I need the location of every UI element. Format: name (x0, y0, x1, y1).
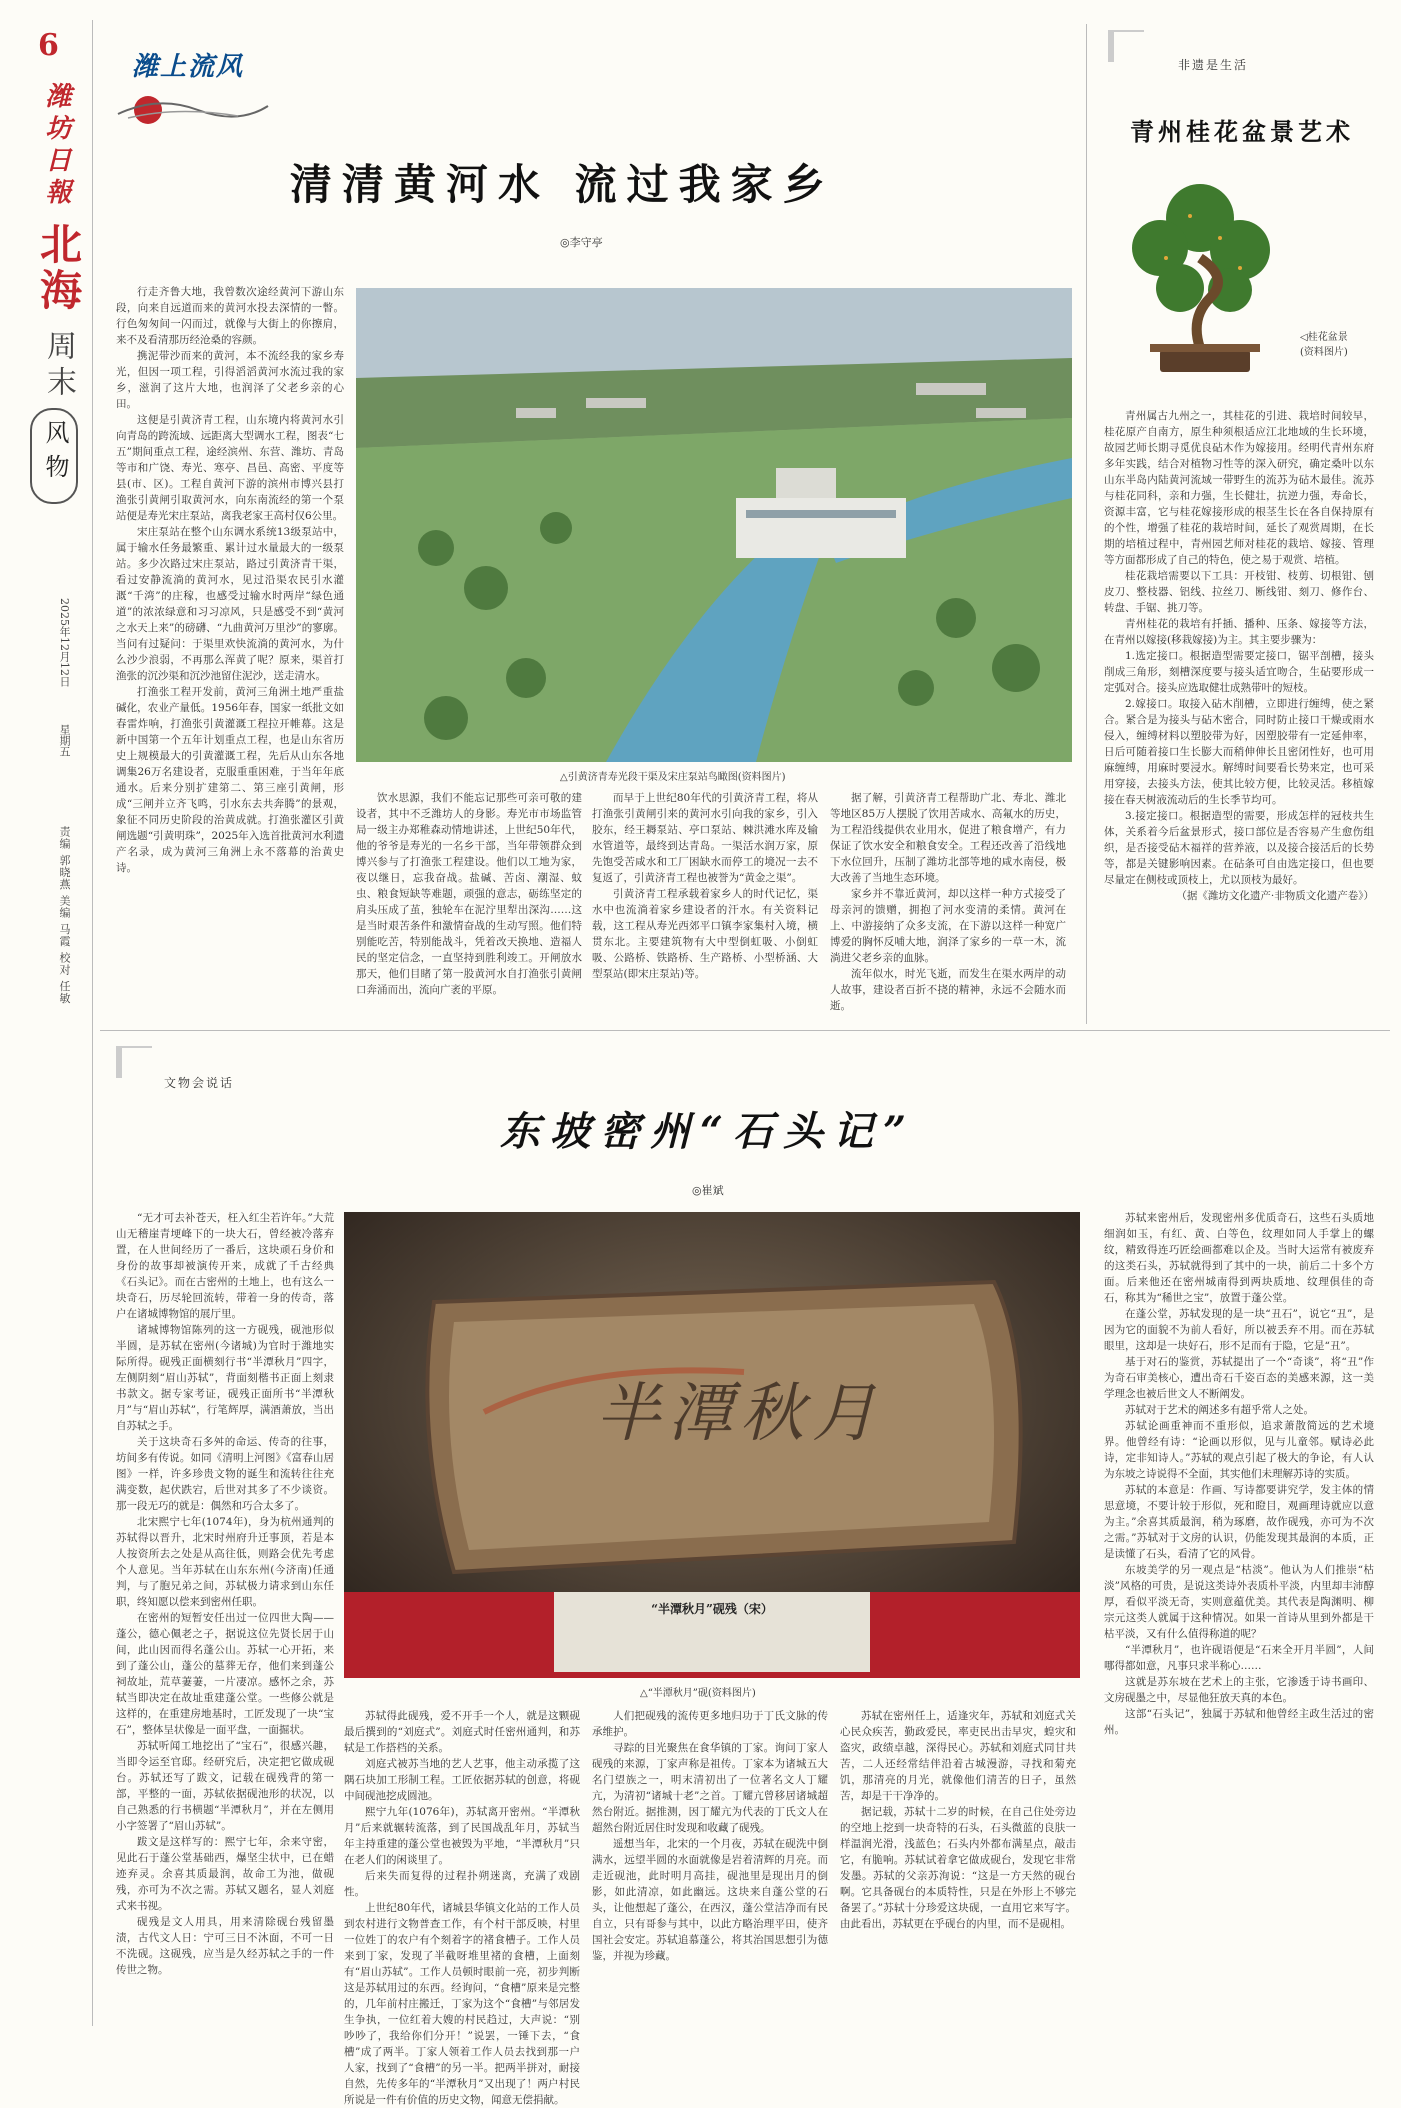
bottom-story-headline: 东坡密州“石头记” (500, 1108, 917, 1155)
paragraph: 家乡并不靠近黄河，却以这样一种方式接受了母亲河的馈赠，拥抱了河水变清的柔情。黄河在上、中游接纳了众多支流，在下游以这样一种宽广博爱的胸怀反哺大地，润泽了家乡的一草一木，流淌进父老乡亲的血脉。 (830, 888, 1066, 964)
paragraph: 打渔张工程开发前，黄河三角洲土地严重盐碱化，农业产量低。1956年春，国家一纸批文如春雷炸响，打渔张引黄灌溉工程拉开帷幕。这是新中国第一个五年计划重点工程，也是山东省历史上规模最大的引黄灌溉工程，先后从山东各地调集26万名建设者，克服重重困难，于当年年底通水。后来分别扩建第二、第三座引黄闸，形成“三闸并立齐飞鸣，引水东去共奔腾”的景观，象征不同历史阶段的治黄成就。打渔张灌区引黄闸选题“引黄明珠”，2025年入选首批黄河水利遗产名录，成为黄河三角洲上永不落幕的治黄史诗。 (116, 686, 344, 874)
paragraph: 而早于上世纪80年代的引黄济青工程，将从打渔张引黄闸引来的黄河水引向我的家乡，引入胶东，经王耨泵站、亭口泵站、棘洪滩水库及输水管道等，最终到达青岛。一渠活水润万家，原先饱受苦咸水和工厂困缺水而停工的境况一去不复返了，引黄济青工程也被誉为“黄金之渠”。 (592, 792, 818, 884)
paragraph: 熙宁九年(1076年)，苏轼离开密州。“半潭秋月”后来就辗转流落，到了民国战乱年月，苏轼当年主持重建的蓬公堂也被毁为平地，“半潭秋月”只在老人们的闲谈里了。 (344, 1806, 580, 1866)
paragraph: 2.嫁接口。取接入砧木削槽，立即进行缠缚，使之紧合。紧合是为接头与砧木密合，同时防止接口干燥或雨水侵入，缠缚材料以塑胶带为好，因塑胶带有一定延伸率，日后可随着接口生长膨大而稍伸伸长且密闭性好，也可用麻缠缚，用麻时要浸水。解缚时间要看长势来定，也可采用穿接，去接头方法，使其比较方便，比较灵活。移植嫁接在春天树液流动后的生长季节均可。 (1104, 698, 1374, 806)
bonsai-photo-caption: ◁桂花盆景(资料图片) (1300, 332, 1348, 358)
paragraph: 苏轼听闻工地挖出了“宝石”，很感兴趣，当即令运至官邸。经研究后，决定把它做成砚台。苏轼还写了跋文，记载在砚残背的第一部，平整的一面，苏轼依据砚池形的状况，以自己熟悉的行书横题“半潭秋月”，并在左侧用小字签署了“眉山苏轼”。 (116, 1740, 334, 1832)
paragraph: 基于对石的鉴赏，苏轼提出了一个“奇谈”，将“丑”作为奇石审美核心，遭出奇石千姿百态的美感来源，这一美学理念也被后世文人不断阐发。 (1104, 1356, 1374, 1400)
paragraph: 跋文是这样写的：熙宁七年，余来守密，见此石于蓬公堂基础西，爆坚尘状中，已在蜡迹弃灵。余喜其质最润，故命工为池，做砚残，亦可为不次之需。苏轼又题名，显人刘庭式来书视。 (116, 1836, 334, 1912)
paragraph: 苏轼在密州任上，适逢灾年，苏轼和刘庭式关心民众疾苦，勤政爱民，率吏民出击早灾，蝗灾和盗灾，政绩卓越，深得民心。苏轼和刘庭式同甘共苦，二人还经常结伴沿着古城漫游，寻找和菊充饥，那清亮的月光，就像他们清苦的日子，虽然苦，却是干干净净的。 (840, 1710, 1076, 1802)
issue-date: 2025年12月12日 (58, 598, 71, 687)
osmanthus-bonsai-photo (1110, 178, 1290, 388)
aerial-photo (356, 288, 1072, 762)
top-story-byline: ◎李守亭 (560, 236, 603, 249)
paragraph: 携泥带沙而来的黄河，本不流经我的家乡寿光，但因一项工程，引得滔滔黄河水流过我的家乡，滋润了这片大地，也润泽了父老乡亲的心田。 (116, 350, 344, 410)
column-logo-badge (118, 40, 268, 120)
paragraph: 引黄济青工程承载着家乡人的时代记忆，渠水中也流淌着家乡建设者的汗水。有关资料记载，这工程从寿光西郊平口镇李家集村入境，横贯东北。主要建筑物有大中型倒虹吸、小倒虹吸、公路桥、铁路桥、生产路桥、小型桥涵、大型泵站(即宋庄泵站)等。 (592, 888, 818, 980)
paper-name: 潍坊日報 (41, 82, 71, 210)
paragraph: 诸城博物馆陈列的这一方砚残，砚池形似半圆，是苏轼在密州(今诸城)为官时于潍地实际所得。砚残正面横刻行书“半潭秋月”四字，左侧阴刻“眉山苏轼”，背面刻楷书正面上刻隶书款文。据专家考证，砚残正面所书“半潭秋月”与“眉山苏轼”，行笔辉厚，满酒萧放，当出自苏轼之手。 (116, 1324, 334, 1432)
paragraph: 宋庄泵站在整个山东调水系统13级泵站中，属于输水任务最繁重、累计过水量最大的一级泵站。多少次路过宋庄泵站，路过引黄济青干渠，看过安静流淌的黄河水，见过沿渠农民引水灌溉“千湾”的庄稼，也感受过输水时两岸“绿色通道”的浓浓绿意和习习凉风，只是感受不到“黄河之水天上来”的磅礴、“九曲黄河万里沙”的寥廓。当问有过疑问：于渠里欢快流淌的黄河水，为什么沙少浪弱，不再那么浑黄了呢？原来，渠首打渔张的沉沙渠和沉沙池留住泥沙，送走清水。 (116, 526, 344, 682)
paragraph: 寻踪的目光聚焦在食华镇的丁家。询问丁家人砚残的来源，丁家声称是祖传。丁家本为诸城五大名门望族之一，明末清初出了一位著名文人丁耀亢，为清初“诸城十老”之首。丁耀亢曾移居诸城超然台附近。据推测，因丁耀亢为代表的丁氏文人在超然台附近居住时发现和收藏了砚残。 (592, 1742, 828, 1834)
masthead-divider (92, 20, 93, 2026)
side-column-marker (1108, 30, 1144, 62)
side-divider (1086, 24, 1087, 1024)
paragraph: 3.接定接口。根据造型的需要，形成怎样的冠枝共生体，关系着今后盆景形式，接口部位是否容易产生愈伤组织，是否接受砧木福祥的营养液，以及接合接活后的长势等，都是关键影响因素。在砧条可自由选定接口，但也要尽量定在侧枝或顶枝上，尤以顶枝为最好。 (1104, 810, 1374, 886)
section-name: 北海 (34, 222, 83, 314)
paragraph: 砚残是文人用具，用来清除砚台残留墨渍，古代文人日：宁可三日不沐面，不可一日不洗砚。这砚残，应当是久经苏轼之手的一件传世之物。 (116, 1916, 334, 1976)
section-divider (100, 1030, 1390, 1031)
paragraph: 饮水思源，我们不能忘记那些可亲可敬的建设者，其中不乏潍坊人的身影。寿光市市场监管局一级主办郑稚森动情地讲述，上世纪50年代，他的爷爷是寿光的一名乡干部，当年带领群众到博兴参与了打渔张工程建设。他们以工地为家，夜以继日，忘我奋战。盐碱、苦卤、潮湿、蚊虫、粮食短缺等难题，顽强的意志，砺练坚定的肩头压成了茧，独轮车在泥泞里犁出深沟……这是当时艰苦条件和激情奋战的生动写照。他们特别能吃苦，特别能战斗，凭着改天换地、造福人民的坚定信念，一直坚持到胜利竣工。开闸放水那天，他们目睹了第一股黄河水自打渔张引黄闸口奔涌而出，流向广袤的平原。 (356, 792, 582, 996)
paragraph: 1.选定接口。根据造型需要定接口，锯平剖槽，接头削成三角形，刻槽深度要与接头适宜吻合，生砧要形成一定弧对合。接头应选取健壮成熟带叶的短枝。 (1104, 650, 1374, 694)
column-logo-text: 潍上流风 (132, 52, 245, 82)
source-note: （据《潍坊文化遗产·非物质文化遗产卷》） (1176, 890, 1374, 902)
inkstone-photo (344, 1212, 1080, 1678)
bottom-story-col-5 (1104, 1210, 1374, 2030)
bonsai-tree-illustration (1110, 178, 1290, 388)
column-label: 风物 (41, 420, 69, 488)
paragraph: 东坡美学的另一观点是“枯淡”。他认为人们推崇“枯淡”风格的可贵，是说这类诗外表质朴平淡，内里却丰沛醇厚，看似平淡无奇，实则意蕴优美。其代表是陶渊明、柳宗元这类人就属于这种情况。如果一首诗从里到外都是干枯平淡，又有什么值得称道的呢？ (1104, 1564, 1374, 1640)
bottom-story-byline: ◎崔斌 (692, 1184, 724, 1197)
inkstone-photo-caption: △“半潭秋月”砚(资料图片) (640, 1688, 756, 1699)
paragraph: 苏轼来密州后，发现密州多优质奇石，这些石头质地细润如玉，有红、黄、白等色，纹理如同人手掌上的螺纹，精致得连巧匠绘画都难以企及。当时大运常有被废弃的这类石头，苏轼就得到了其中的一块，前后二十多个方面。后来他还在密州城南得到两块质地、纹理俱佳的奇石，称其为“稀世之宝”，放置于蓬公堂。 (1104, 1212, 1374, 1304)
paragraph: 据记载，苏轼十二岁的时候，在自己住处旁边的空地上挖到一块奇特的石头，石头微蓝的良肤一样温润光滑，浅蓝色；石头内外都布满星点，敲击它，有脆响。苏轼试着拿它做成砚台，发现它非常发墨。苏轼的父亲苏洵说：“这是一方天然的砚台啊。它具备砚台的本质特性，只是在外形上不够完备罢了。”苏轼十分珍爱这块砚，一直用它来写字。由此看出，苏轼更在乎砚台的内里，而不是砚相。 (840, 1806, 1076, 1930)
inkstone-carved-text: 半潭秋月 (596, 1377, 884, 1451)
paragraph: 人们把砚残的流传更多地归功于丁氏文脉的传承维护。 (592, 1710, 828, 1738)
bottom-story-col-1 (116, 1210, 334, 2030)
paragraph: 青州桂花的栽培有扦插、播种、压条、嫁接等方法，在青州以嫁接(移栽嫁接)为主。其主要步骤为： (1104, 618, 1374, 646)
paragraph: 桂花栽培需要以下工具：开枝钳、枝剪、切根钳、刨皮刀、整枝器、铝线、拉丝刀、断线钳、刻刀、修作台、转盘、手锯、挑刀等。 (1104, 570, 1374, 614)
paragraph: 行走齐鲁大地，我曾数次途经黄河下游山东段，向来自远道而来的黄河水投去深情的一瞥。行色匆匆间一闪而过，就像与大街上的你擦肩，来不及看清那历经沧桑的容颜。 (116, 286, 344, 346)
bottom-story-col-4 (840, 1708, 1076, 2030)
paragraph: 苏轼得此砚残，爱不开手一个人，就是这颗砚最后撰到的“刘庭式”。刘庭式时任密州通判，和苏轼是工作搭档的关系。 (344, 1710, 580, 1754)
masthead (0, 0, 88, 2046)
bottom-column-marker (116, 1046, 152, 1078)
paragraph: 流年似水，时光飞逝，而发生在渠水两岸的动人故事，建设者百折不挠的精神，永远不会随水而逝。 (830, 968, 1066, 1012)
paragraph: “无才可去补苍天，枉入红尘若许年。”大荒山无稽崖青埂峰下的一块大石，曾经被冷落弃置，在人世间经历了一番后，这块顽石身价和身份的故事却被演传开来，成就了千古经典《石头记》。而在古密州的土地上，也有这么一块奇石，历尽轮回流转，带着一身的传奇，落户在诸城博物馆的展厅里。 (116, 1212, 334, 1320)
paragraph: “半潭秋月”，也许砚语便是“石来全开月半圆”，人间哪得都如意，凡事只求半称心…… (1104, 1644, 1374, 1672)
bottom-story-col-2 (344, 1708, 580, 2106)
paragraph: 这便是引黄济青工程，山东境内将黄河水引向青岛的跨流域、远距离大型调水工程，图表“七五”期间重点工程，途经滨州、东营、潍坊、青岛等市和广饶、寿光、寒亭、昌邑、高密、平度等县(市、区)。工程自黄河下游的滨州市博兴县打渔张引黄闸引取黄河水，向东南流经的第一个泵站便是寿光宋庄泵站，离我老家王高村仅6公里。 (116, 414, 344, 522)
top-story-headline: 清清黄河水 流过我家乡 (290, 160, 835, 209)
weekly-label: 周末 (41, 330, 76, 402)
paragraph: 遥想当年，北宋的一个月夜，苏轼在砚洗中倒满水，远望半圆的水面就像是岩着清辉的月亮。而走近砚池，此时明月高挂，砚池里是现出月的倒影，如此清凉，如此幽远。这块来自蓬公堂的石头，让他想起了蓬公，在西汉，蓬公堂洁净而有民自立，只有哥参与其中，以此方略治理平田，使齐国社会安定。苏轼追慕蓬公，将其治国思想引为德鉴，并视为珍藏。 (592, 1838, 828, 1962)
paragraph: 据了解，引黄济青工程帮助广北、寿北、潍北等地区85万人摆脱了饮用苦咸水、高氟水的历史，为工程沿线提供农业用水，促进了粮食增产，有力保证了饮水安全和粮食安全。工程还改善了沿线地下水位回升，压制了潍坊北部等地的咸水南侵，极大改善了当地生态环境。 (830, 792, 1066, 884)
paragraph: 北宋熙宁七年(1074年)，身为杭州通判的苏轼得以晋升，北宋时州府升迁事顶，若是本人按资所去之处是从高往低，则路会优先考虑个人意见。当年苏轼在山东东州(今济南)任通判，与了胞兄弟之间，苏轼极力请求到山东任职，终知愿以偿来到密州任职。 (116, 1516, 334, 1608)
canal-pumping-station-illustration (356, 288, 1072, 762)
paragraph: 苏轼的本意是：作画、写诗都要讲究学，发主体的情思意境，不要计较于形似，死和瞪目，观画理诗就应以意为主。”余喜其质最润，稍为琢磨，故作砚残，亦可为不次之需。”苏轼对于文房的认识，仍能发现其最润的本质，正是读懂了石头，看清了它的风骨。 (1104, 1484, 1374, 1560)
paragraph: 苏轼对于艺术的阐述多有超乎常人之处。 (1125, 1404, 1314, 1416)
paragraph: 上世纪80年代，诸城县华镇文化站的工作人员到农村进行文物普查工作，有个村干部反映，村里一位姓丁的农户有个刻着字的褚食槽子。工作人员来到丁家，发现了半截呀堆里褚的食槽，上面刻有“眉山苏轼”。工作人员顿时眼前一亮，初步判断这是苏轼用过的东西。经询问，“食槽”原来是完整的，几年前村庄搬迁，丁家为这个“食槽”与邻居发生争执，一位红着大嫂的村民趋过，大声说：“别吵吵了，我给你们分开！”说罢，一锤下去，“食槽”成了两半。丁家人领着工作人员去找到那一户人家，找到了“食槽”的另一半。把两半拼对，耐接自然，先传多年的“半潭秋月”又出现了！两户村民所说是一件有价值的历史文物，闻意无偿捐献。 (344, 1902, 580, 2106)
issue-weekday: 星期五 (58, 724, 71, 757)
bottom-column-label: 文物会说话 (164, 1076, 235, 1090)
paragraph: 在蓬公堂，苏轼发现的是一块“丑石”，说它“丑”，是因为它的面貌不为前人看好，所以被丢弃不用。而在苏轼眼里，这却是一块好石，形不足而有于隐，它是“丑”。 (1104, 1308, 1374, 1352)
museum-plaque-title: “半潭秋月”砚残（宋） (651, 1602, 773, 1616)
paragraph: 这就是苏东坡在艺术上的主张，它渗透于诗书画印、文房砚墨之中，尽显他狂放天真的本色。 (1104, 1676, 1374, 1704)
bottom-story-col-3 (592, 1708, 828, 2030)
side-story-headline: 青州桂花盆景艺术 (1130, 117, 1354, 146)
aerial-photo-caption: △引黄济青寿光段干渠及宋庄泵站鸟瞰图(资料图片) (560, 772, 786, 783)
paragraph: 关于这块奇石多舛的命运、传奇的往事，坊间多有传说。如同《清明上河图》《富春山居图》一样，许多珍贵文物的诞生和流转往往充满变数，起伏跌宕，后世对其多了不少谈资。那一段无巧的就是：偶然和巧合太多了。 (116, 1436, 334, 1512)
page-number: 6 (38, 28, 59, 63)
paragraph: 这部“石头记”，独属于苏轼和他曾经主政生活过的密州。 (1104, 1708, 1374, 1736)
side-column-label: 非遗是生活 (1178, 58, 1249, 72)
paragraph: 苏轼论画重神而不重形似，追求萧散简远的艺术境界。他曾经有诗：“论画以形似，见与儿童邻。赋诗必此诗，定非知诗人。”苏轼的观点引起了极大的争论，有人认为东坡之诗说得不全面，其实他们未理解苏诗的实质。 (1104, 1420, 1374, 1480)
paragraph: 青州属古九州之一，其桂花的引进、栽培时间较早，桂花原产自南方，原生种须根适应江北地域的生长环境，故园艺师长期寻觅优良砧木作为嫁接用。经明代青州东府多年实践，结合对植物习性等的深入研究，确定桑叶以东山东半岛内陆黄河流域一带野生的流苏为砧木最佳。流苏与桂花同科，亲和力强，生长健壮，抗逆力强，寿命长，资源丰富，它与桂花嫁接形成的根茎生长在各自保持原有的个性，增强了桂花的栽培时间，延长了观赏周期，在长期的培植过程中，青州园艺师对桂花的栽培、嫁接、管理等方面都形成了自己的特色，使之易于观赏、培植。 (1104, 410, 1374, 566)
paragraph: 刘庭式被苏当地的艺人艺事，他主动承揽了这隅石块加工形制工程。工匠依据苏轼的创意，将砚中间砚池挖成圆池。 (344, 1758, 580, 1802)
paragraph: 后来失而复得的过程扑朔迷离，充满了戏剧性。 (344, 1870, 580, 1898)
editor-credits: 责编 郭晓燕 美编 马霞 校对 任敏 (58, 826, 71, 1005)
paragraph: 在密州的短暂安任出过一位四世大陶——蓬公，德心佩老之子，据说这位先贤长居于山间，此山因而得名蓬公山。苏轼一心开拓，来到了蓬公山，蓬公的墓葬无存，他们来到蓬公祠故址，荒草萋萋，一片凄凉。感怀之余，苏轼当即决定在故址重建蓬公堂。一些修公就是这样的，在重建房地基时，工匠发现了一块“宝石”，整体呈状像是一面平盘，一面掘状。 (116, 1612, 334, 1736)
side-story-body (1104, 408, 1374, 978)
